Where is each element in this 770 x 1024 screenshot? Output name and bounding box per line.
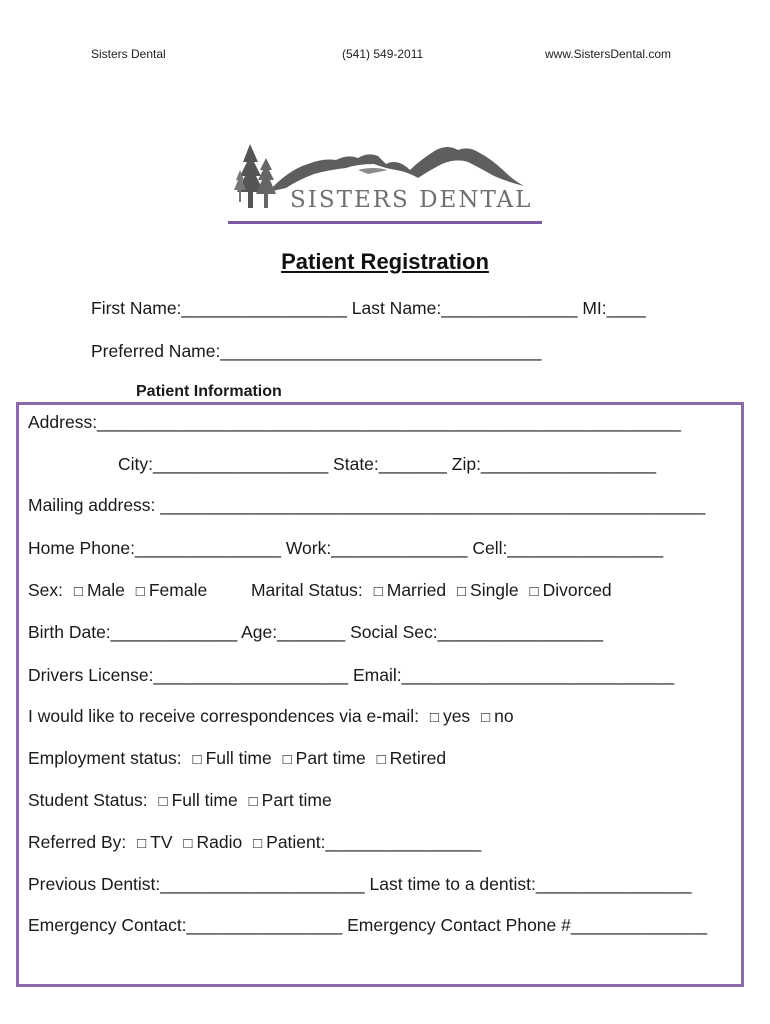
employment-row [28,748,446,769]
birth-age-ssn-line[interactable]: Birth Date:_____________ Age:_______ Social Sec:_________________ [28,622,604,642]
checkbox-employment-part-time[interactable]: □ [282,751,292,768]
option-single: Single [470,580,519,600]
option-female: Female [148,580,208,600]
checkbox-patient[interactable]: □ [253,835,263,852]
checkbox-retired[interactable]: □ [376,751,386,768]
option-tv: TV [150,832,173,852]
option-student-part-time: Part time [261,790,332,810]
checkbox-yes[interactable]: □ [429,709,439,726]
checkbox-student-part-time[interactable]: □ [248,793,258,810]
option-no: no [494,706,514,726]
student-row [28,790,332,811]
page-title: Patient Registration [281,249,489,274]
option-yes: yes [442,706,471,726]
option-married: Married [386,580,447,600]
section-title: Patient Information [136,383,282,400]
option-patient[interactable]: Patient:________________ [266,832,482,852]
employment-label: Employment status: [28,748,182,768]
option-employment-full-time: Full time [205,748,272,768]
header-practice-name: Sisters Dental [91,47,166,61]
checkbox-single[interactable]: □ [456,583,467,600]
sex-label: Sex: [28,580,64,600]
checkbox-male[interactable]: □ [73,583,83,600]
option-male: Male [86,580,125,600]
checkbox-tv[interactable]: □ [137,835,147,852]
address-line[interactable]: Address:____________________________________________________________ [28,412,682,432]
correspondence-label: I would like to receive correspondences via e-mail: [28,706,420,726]
option-employment-part-time: Part time [295,748,366,768]
preferred-name-line[interactable]: Preferred Name:_________________________________ [91,341,542,361]
name-fields-line[interactable]: First Name:_________________ Last Name:______________ MI:____ [91,298,646,318]
mailing-address-line[interactable]: Mailing address: ________________________________________________________ [28,495,706,515]
emergency-contact-line[interactable]: Emergency Contact:________________ Emergency Contact Phone #______________ [28,915,708,935]
patient-information-box [16,402,744,987]
phones-line[interactable]: Home Phone:_______________ Work:______________ Cell:________________ [28,538,664,558]
header-phone: (541) 549-2011 [342,47,424,61]
checkbox-female[interactable]: □ [135,583,145,600]
option-student-full-time: Full time [171,790,238,810]
previous-dentist-line[interactable]: Previous Dentist:_____________________ Last time to a dentist:________________ [28,874,692,894]
checkbox-student-full-time[interactable]: □ [158,793,168,810]
checkbox-radio[interactable]: □ [183,835,193,852]
header-website[interactable]: www.SistersDental.com [545,47,672,61]
checkbox-employment-full-time[interactable]: □ [192,751,202,768]
checkbox-no[interactable]: □ [481,709,491,726]
checkbox-divorced[interactable]: □ [529,583,539,600]
student-label: Student Status: [28,790,148,810]
referred-row [28,832,481,853]
sex-marital-row [28,580,612,601]
marital-label: Marital Status: [250,580,363,600]
city-state-zip-line[interactable]: City:__________________ State:_______ Zip:__________________ [118,454,657,474]
logo-brand-text: SISTERS DENTAL [290,187,533,213]
option-retired: Retired [389,748,447,768]
logo-underline [228,221,542,224]
option-radio: Radio [196,832,243,852]
license-email-line[interactable]: Drivers License:____________________ Email:____________________________ [28,665,675,685]
checkbox-married[interactable]: □ [373,583,383,600]
option-divorced: Divorced [542,580,612,600]
correspondence-row [28,706,514,727]
sisters-dental-logo [228,140,544,228]
referred-label: Referred By: [28,832,127,852]
